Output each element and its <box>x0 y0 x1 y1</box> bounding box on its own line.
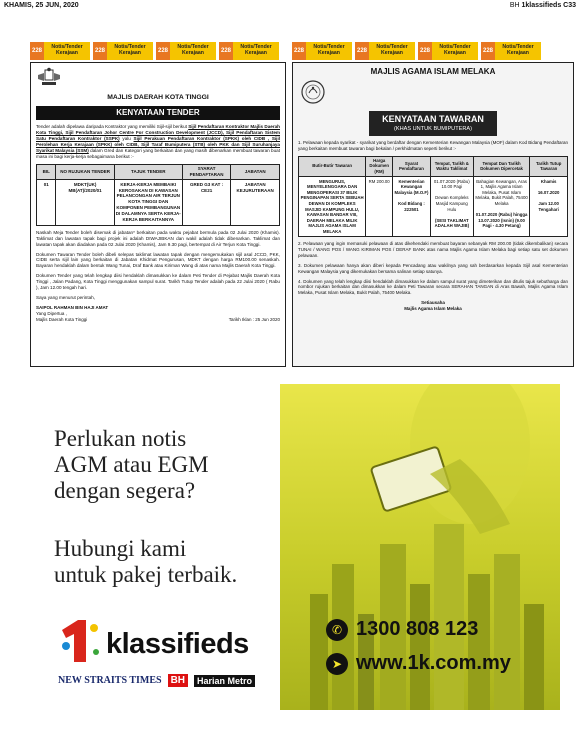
offer-notice-maim <box>292 62 574 367</box>
bh-masthead: BH <box>168 674 188 687</box>
notice-para: Dokumen Tawaran Tender boleh dibeli selepas taklimat lawatan tapak dengan mengemukakan sijil asal JCCD, PKK, CIDB serta sijil lain yang berkaitan di Jabatan Khidmat Pengurusan, MDKT dengan harga RM100.00 senaskah. Bayaran hendaklah dalam bentuk Wang Tunai, Draf Bank atau Kiriman Wang di atas nama Majlis Daerah Kota Tinggi. <box>36 251 280 269</box>
category-tabs-right <box>292 42 541 60</box>
category-tab: 228 Notis/Tender Kerajaan <box>355 42 415 60</box>
notice-para: Naskah Meja Tender boleh disemak di jabatan* berkaitan pada waktu pejabat bermula pada 02 Julai 2020 (Khamis). Taklimat dan lawatan tapak bagi projek ini adalah DIWAJIBKAN dan wakil adalah tidak dibenarkan. Taklimat dan lawatan tapak akan diadakan pada 02 Julai 2020 (Khamis), Jam 9.30 pagi, bertempat di Air Terjun Kota Tinggi. <box>36 229 280 247</box>
klassifieds-ad <box>30 384 560 710</box>
brand-wordmark: klassifieds <box>106 628 249 660</box>
crest-icon <box>36 67 62 89</box>
notice-title: KENYATAAN TENDER <box>36 106 280 120</box>
col-header: JABATAN <box>231 165 280 180</box>
col-header: Butir-Butir Tawaran <box>299 156 366 176</box>
category-tab: 228 Notis/Tender Kerajaan <box>481 42 541 60</box>
ad-subheadline: Hubungi kami untuk pakej terbaik. <box>54 536 238 587</box>
notice-para: Saya yang menurut perintah, <box>36 295 95 301</box>
web-contact <box>326 652 511 675</box>
col-header: Syarat Pendaftaran <box>393 156 431 176</box>
cursor-icon: ➤ <box>326 653 348 675</box>
notice-intro: Tender adalah dipelawa daripada Kontraktor yang memiliki Sijil-sijil berikut Sijil Pendaftaran Kontraktor Majlis Daerah Kota Tinggi, Sijil Pendaftaran Johor Centre For Construction Development (JCCD), Sijil Pendaftaran Sistem Satu Pendaftaran Kontraktor (SSPK) yalu Sijil Perakuan Pendaftaran Kontraktor (SPKK) oleh CIDB , Sijil Perolehan Kerja Kerajaan (SPKK) oleh CIDB, Sijil Taraf Bumiputera (STB) oleh PKK dan Sijil Suruhanjaya Syarikat Malaysia (SSM) dalam Gred dan Kategori yang berkaitan dan yang masih dibenarkan membuat tawaran buat masa ini bagi kerja-kerja sebagaimana berikut :- <box>36 124 281 160</box>
maim-emblem-icon <box>298 79 328 105</box>
col-header: BIL <box>37 165 56 180</box>
signer-name: SAIPOL RAHMAN BIN HAJI AMAT <box>36 305 109 311</box>
table-row: 01 MDKT(UK) MB(AT)/2020/01 KERJA-KERJA MEMBAIKI KEROSAKAN DI KAWASAN PELANCONGAN AIR TERJUN KOTA TINGGI DAN KOMPONEN PEMBANGUNAN DI DALAMNYA SERTA KERJA-KERJA BERKAITANNYA GRED G3 KAT : CE21 JABATAN KEJURUTERAAN <box>37 179 280 225</box>
signer-org: Majlis Daerah Kota Tinggi <box>36 316 88 322</box>
notice-para: 4. Dokumen yang telah lengkap diisi hendaklah dimasukkan ke dalam sampul surat yang dimeterikan dan ditulis tajuk sebutharga dan nombor rujukan berkaitan dan dimasukkan ke dalam Peti Tawaran secara SERAHAN TANGAN di Aras Bawah, Majlis Agama Islam Melaka, Pusat Islam Melaka, Bukit Palah, 75400 Melaka. <box>298 278 568 296</box>
col-header: Tarikh Tutup Tawaran <box>530 156 568 176</box>
notice-title: KENYATAAN TAWARAN <box>382 114 484 125</box>
col-header: Tempat Dan Tarikh Dokumen Dipercetak <box>473 156 529 176</box>
col-header: Harga Dokumen (RM) <box>366 156 393 176</box>
category-tab: 228 Notis/Tender Kerajaan <box>219 42 279 60</box>
notice-para: 1. Pelawaan kepada syarikat - syarikat yang berdaftar dengan Kementerian Kewangan Malaysia (MOF) dalam Kod Bidang Pendaftaran yang berkaitan membuat tawaran bagi bekalan / perkhidmatan seperti berikut :- <box>298 140 568 152</box>
col-header: SYARAT PENDAFTARAN <box>182 165 231 180</box>
ad-headline: Perlukan notis AGM atau EGM dengan segera? <box>54 426 209 503</box>
tender-notice-kota-tinggi <box>30 62 286 367</box>
category-tab: 228 Notis/Tender Kerajaan <box>30 42 90 60</box>
category-tabs-left <box>30 42 279 60</box>
ad-date: Tarikh Iklan : 25 Jun 2020 <box>228 316 280 322</box>
col-header: NO RUJUKAN TENDER <box>56 165 114 180</box>
1k-logo-icon <box>56 616 102 666</box>
notice-para: 3. Dokumen pelawaan hanya akan diberi kepada Pencadang atau wakilnya yang sah berdasarkan kepada Sijil asal Kementerian Kewangan Malaysia yang dikemukakan bersama salinan setiap satunya. <box>298 262 568 274</box>
offer-table <box>298 156 568 238</box>
phone-icon: ✆ <box>326 619 348 641</box>
phone-contact <box>326 618 478 641</box>
col-header: Tempat, Tarikh & Waktu Taklimat <box>430 156 473 176</box>
page-header <box>4 2 576 14</box>
col-header: TAJUK TENDER <box>114 165 182 180</box>
category-tab: 228 Notis/Tender Kerajaan <box>292 42 352 60</box>
website-url: www.1k.com.my <box>356 652 511 674</box>
metro-masthead: Harian Metro <box>194 675 255 687</box>
category-tab: 228 Notis/Tender Kerajaan <box>156 42 216 60</box>
notice-subtitle: (KHAS UNTUK BUMIPUTERA) <box>393 125 472 132</box>
signature-block <box>36 305 280 323</box>
page-number: BH 1klassifieds C33 <box>509 2 576 9</box>
notice-title-box <box>369 111 497 136</box>
category-tab: 228 Notis/Tender Kerajaan <box>93 42 153 60</box>
org-name: MAJLIS AGAMA ISLAM MELAKA <box>370 67 496 76</box>
notice-para: 2. Pelawaan yang ingin memasuki pelawaan di atas dikehendaki membuat bayaran sebanyak RM 200.00 (tidak dikembalikan) secara TUNAI / WANG POS / WANG KIRIMAN POS / DERAF BANK atas nama Majlis Agama Islam Melaka bagi setiap satu set dokumen pelawaan. <box>298 241 568 259</box>
phone-number: 1300 808 123 <box>356 618 479 640</box>
signature-block: Setiausaha Majlis Agama Islam Melaka <box>404 300 462 311</box>
org-name: MAJLIS DAERAH KOTA TINGGI <box>107 93 209 101</box>
table-row: MENGURUS, MENYELENGGARA DAN MENGOPERASI 37 BILIK PENGINAPAN SERTA SEBUAH DEWAN DI KOMPLEKS MASJID KAMPUNG HULU, KAWASAN BANDAR VIII, DAERAH MELAKA MILIK MAJLIS AGAMA ISLAM MELAKA RM 200.00 Kementerian Kewangan Malaysia (M.O.F) Kod Bidang : 222501 01.07.2020 (Rabu) 10.00 Pagi Dewan Kompleks Masjid Kampung Hulu (SESI TAKLIMAT ADALAH WAJIB) Bahagian Kewangan, Aras 1, Majlis Agama Islam Melaka, Pusat Islam Melaka, Bukit Palah, 75400 Melaka 01.07.2020 (Rabu) hingga 13.07.2020 (Isnin) (9.00 Pagi - 4.30 Petang) Khamis 16.07.2020 Jam 12.00 Tengahari <box>299 176 568 237</box>
tender-table <box>36 164 280 226</box>
issue-date: KHAMIS, 25 JUN, 2020 <box>4 2 79 9</box>
publisher-mastheads <box>58 674 255 687</box>
nst-masthead: NEW STRAITS TIMES <box>58 675 162 686</box>
category-tab: 228 Notis/Tender Kerajaan <box>418 42 478 60</box>
notice-para: Dokumen Tender yang telah lengkap diisi hendaklah dimasukkan ke dalam Peti Tender di Pejabat Majlis Daerah Kota Tinggi , Jalan Padang, Kota Tinggi menggunakan sampul surat. Tarikh Tutup Tender adalah pada 22 Julai 2020 ( Rabu ), Jam 12.00 tengah hari. <box>36 273 280 291</box>
signer-title: Yang Dipertua , <box>36 311 67 317</box>
